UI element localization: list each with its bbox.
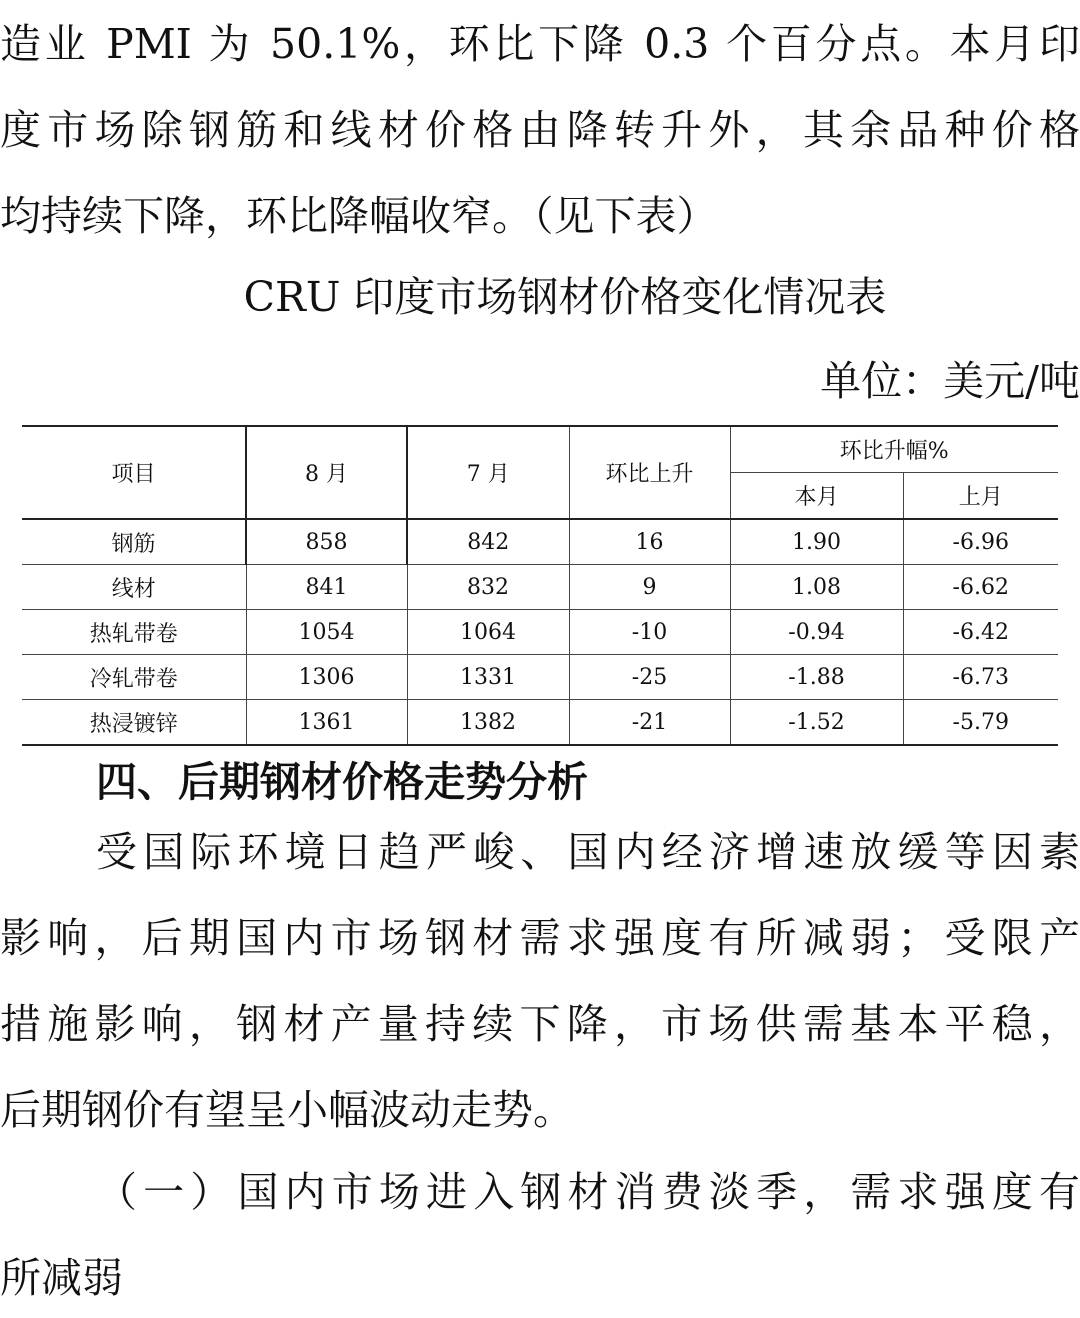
cell-change: 16 [569, 519, 730, 565]
cell-aug: 1361 [246, 700, 407, 746]
cell-aug: 858 [246, 519, 407, 565]
table-row [22, 519, 1058, 565]
cell-last-month: -5.79 [903, 700, 1058, 746]
cell-jul: 1382 [407, 700, 569, 746]
cell-this-month: 1.08 [730, 565, 903, 610]
table-row [22, 700, 1058, 746]
cell-aug: 841 [246, 565, 407, 610]
section-heading: 四、后期钢材价格走势分析 [96, 758, 588, 806]
cell-last-month: -6.96 [903, 519, 1058, 565]
intro-line-1: 造业 PMI 为 50.1%，环比下降 0.3 个百分点。本月印 [0, 20, 1080, 68]
cell-jul: 842 [407, 519, 569, 565]
cell-jul: 1064 [407, 610, 569, 655]
cell-this-month: -1.88 [730, 655, 903, 700]
cell-jul: 832 [407, 565, 569, 610]
header-this-month: 本月 [730, 473, 903, 520]
header-last-month: 上月 [903, 473, 1058, 520]
cell-last-month: -6.42 [903, 610, 1058, 655]
header-jul: 7 月 [407, 426, 569, 519]
intro-line-3: 均持续下降，环比降幅收窄。（见下表） [0, 192, 718, 240]
cell-jul: 1331 [407, 655, 569, 700]
table-title: CRU 印度市场钢材价格变化情况表 [243, 273, 887, 321]
cell-change: -10 [569, 610, 730, 655]
cell-aug: 1054 [246, 610, 407, 655]
cell-change: -25 [569, 655, 730, 700]
cell-item: 热浸镀锌 [22, 700, 246, 746]
header-pct-group: 环比升幅% [730, 426, 1058, 473]
cell-item: 钢筋 [22, 519, 246, 565]
cell-item: 线材 [22, 565, 246, 610]
subheading-line-2: 所减弱 [0, 1254, 123, 1302]
cell-this-month: 1.90 [730, 519, 903, 565]
cell-aug: 1306 [246, 655, 407, 700]
header-item: 项目 [111, 462, 156, 487]
analysis-line-1: 受国际环境日趋严峻、国内经济增速放缓等因素 [96, 828, 1080, 876]
cell-item: 热轧带卷 [22, 610, 246, 655]
cell-this-month: -1.52 [730, 700, 903, 746]
cell-last-month: -6.73 [903, 655, 1058, 700]
table-row [22, 655, 1058, 700]
cell-change: 9 [569, 565, 730, 610]
intro-line-2: 度市场除钢筋和线材价格由降转升外，其余品种价格 [0, 106, 1080, 154]
header-aug: 8 月 [246, 426, 407, 519]
cell-last-month: -6.62 [903, 565, 1058, 610]
subheading-line-1: （一）国内市场进入钢材消费淡季，需求强度有 [96, 1168, 1080, 1216]
cell-change: -21 [569, 700, 730, 746]
price-table [22, 425, 1058, 746]
table-header-row [22, 426, 1058, 473]
price-table-container [22, 425, 1058, 749]
table-row [22, 610, 1058, 655]
analysis-line-4: 后期钢价有望呈小幅波动走势。 [0, 1086, 574, 1134]
header-change: 环比上升 [569, 426, 730, 519]
analysis-line-2: 影响，后期国内市场钢材需求强度有所减弱；受限产 [0, 914, 1080, 962]
analysis-line-3: 措施影响，钢材产量持续下降，市场供需基本平稳， [0, 1000, 1080, 1048]
table-row [22, 565, 1058, 610]
table-unit: 单位：美元/吨 [820, 357, 1080, 405]
cell-this-month: -0.94 [730, 610, 903, 655]
cell-item: 冷轧带卷 [22, 655, 246, 700]
